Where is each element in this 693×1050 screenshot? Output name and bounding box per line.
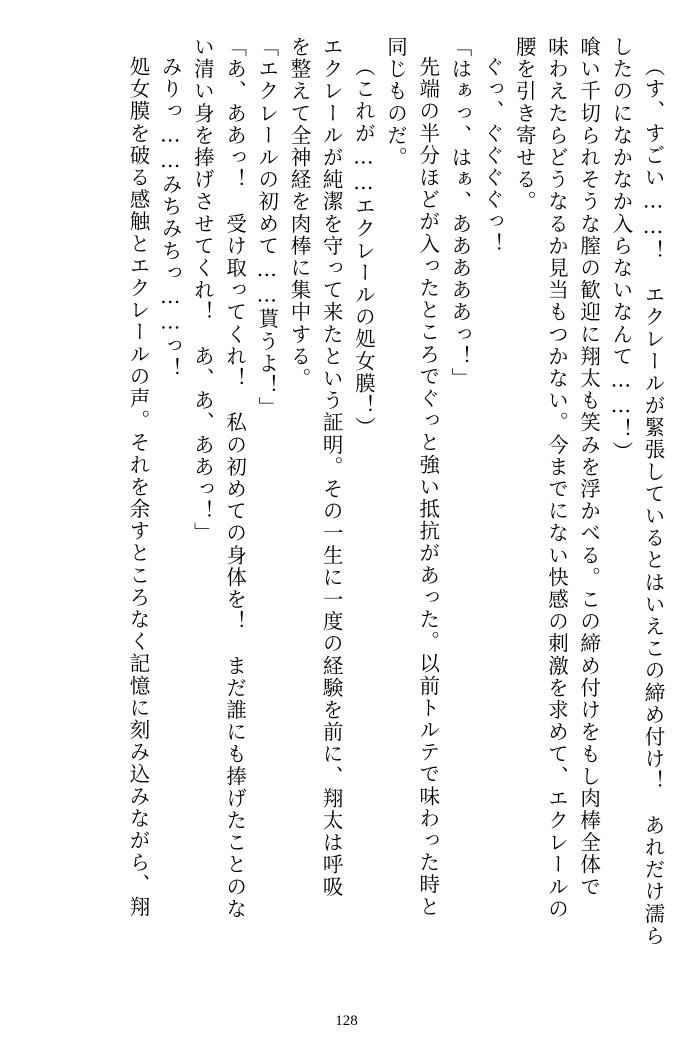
text-line: 「はぁっ、はぁ、あああああっ！」 [447, 36, 472, 390]
text-line: 腰を引き寄せる。 [512, 36, 537, 213]
text-line: い清い身を捧げさせてくれ！ あ、あ、ああっ！」 [190, 36, 215, 545]
text-line: を整えて全神経を肉棒に集中する。 [286, 36, 311, 390]
text-line: （これが……エクレールの処女膜！） [351, 56, 376, 439]
text-line: ぐっ、ぐぐぐぐっ！ [480, 56, 505, 255]
text-line: エクレールが純潔を守って来たという証明。その一生に一度の経験を前に、翔太は呼吸 [319, 36, 344, 898]
text-line: 処女膜を破る感触とエクレールの声。それを余すところなく記憶に刻み込みながら、翔 [126, 56, 150, 918]
text-line: 喰い千切られそうな膣の歓迎に翔太も笑みを浮かべる。この締め付けをもし肉棒全体で [576, 36, 601, 898]
text-line: 「エクレールの初めて……貰うよ！」 [254, 36, 279, 419]
novel-text-body [30, 34, 663, 984]
text-line: したのになかなか入らないなんて……！） [608, 36, 633, 463]
text-line: 「あ、ああっ！ 受け取ってくれ！ 私の初めての身体を！ まだ誰にも捧げたことのな [222, 36, 247, 920]
page-number: 128 [335, 1013, 358, 1029]
text-line: （す、すごい……！ エクレールが緊張しているとはいえこの締め付け！ あれだけ濡ら [641, 56, 665, 947]
text-line: 同じものだ。 [383, 36, 408, 169]
text-line: 先端の半分ほどが入ったところでぐっと強い抵抗があった。以前トルテで味わった時と [415, 56, 440, 918]
text-line: 味わえたらどうなるか見当もつかない。今までにない快感の刺激を求めて、エクレールの [544, 36, 569, 920]
text-line: みりっ……みちみちっ……っ！ [158, 56, 183, 380]
